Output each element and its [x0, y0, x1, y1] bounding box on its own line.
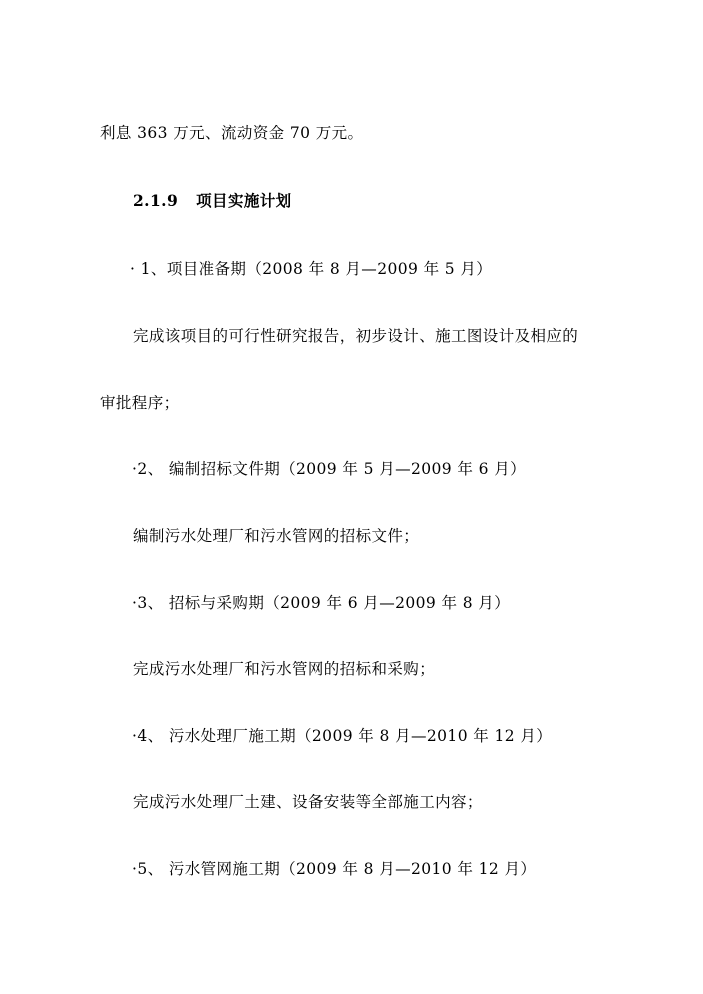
paragraph-bidding-docs-detail: 编制污水处理厂和污水管网的招标文件；	[133, 527, 420, 545]
section-title: 项目实施计划	[196, 191, 292, 210]
section-heading	[133, 191, 292, 211]
paragraph-preparation-detail: 完成该项目的可行性研究报告，初步设计、施工图设计及相应的	[133, 327, 579, 345]
paragraph-funding: 利息 363 万元、流动资金 70 万元。	[100, 124, 364, 142]
paragraph-plant-construction-detail: 完成污水处理厂土建、设备安装等全部施工内容；	[133, 793, 483, 811]
list-item-preparation: · 1、项目准备期（2008 年 8 月—2009 年 5 月）	[130, 260, 493, 278]
paragraph-procurement-detail: 完成污水处理厂和污水管网的招标和采购；	[133, 660, 436, 678]
list-item-plant-construction: ·4、 污水处理厂施工期（2009 年 8 月—2010 年 12 月）	[132, 727, 553, 745]
list-item-procurement: ·3、 招标与采购期（2009 年 6 月—2009 年 8 月）	[132, 594, 511, 612]
list-item-network-construction: ·5、 污水管网施工期（2009 年 8 月—2010 年 12 月）	[132, 860, 537, 878]
paragraph-preparation-detail-cont: 审批程序；	[100, 394, 180, 412]
list-item-bidding-docs: ·2、 编制招标文件期（2009 年 5 月—2009 年 6 月）	[132, 460, 526, 478]
section-number: 2.1.9	[133, 191, 179, 210]
